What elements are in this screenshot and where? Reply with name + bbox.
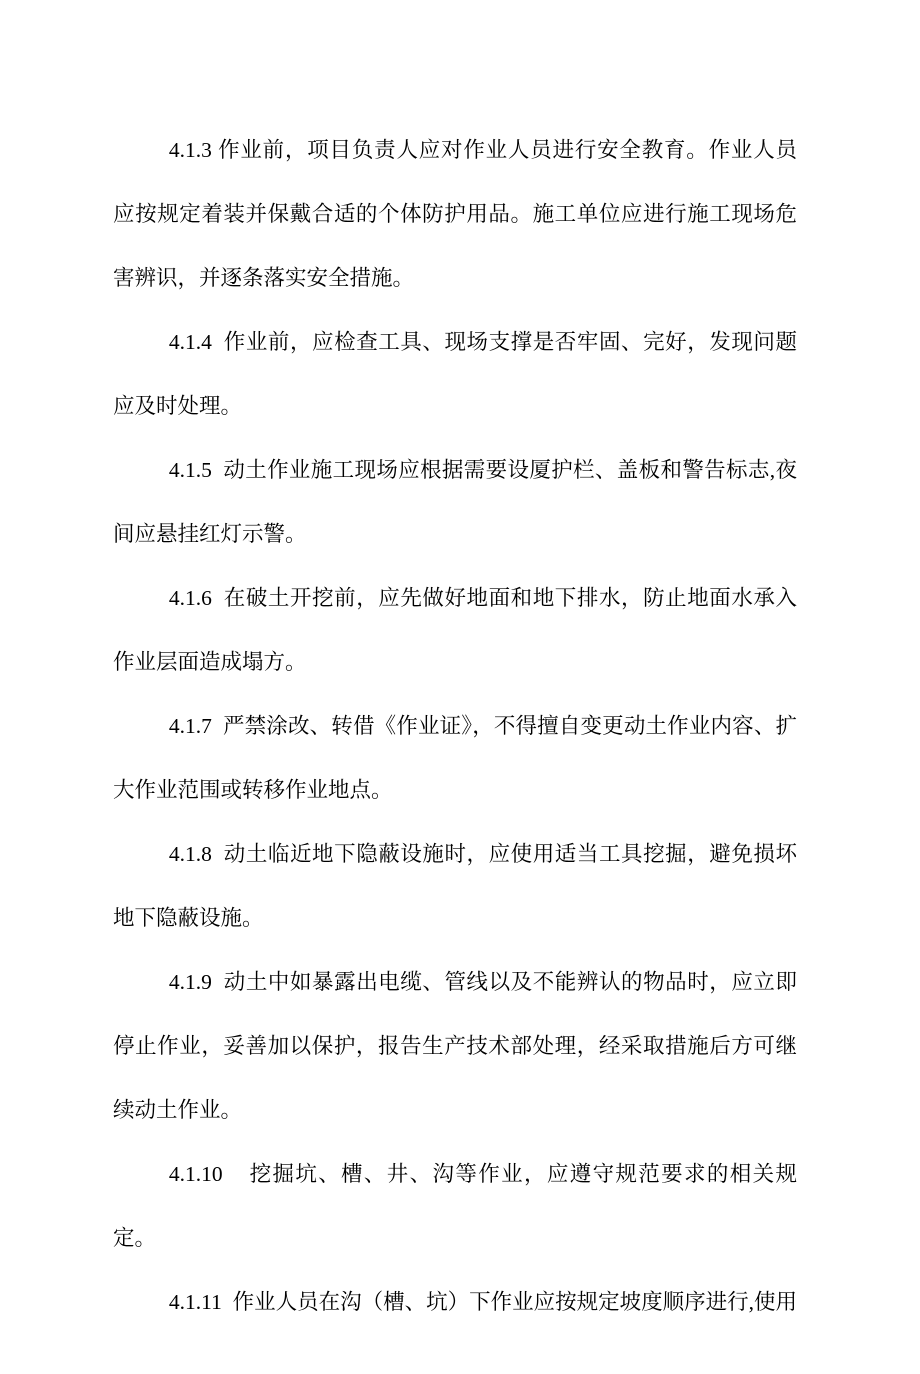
paragraph-4-1-9: 4.1.9 动土中如暴露出电缆、管线以及不能辨认的物品时，应立即停止作业，妥善加以保护，报告生产技术部处理，经采取措施后方可继续动土作业。 bbox=[113, 970, 797, 1122]
paragraph-4-1-11: 4.1.11 作业人员在沟（槽、坑）下作业应按规定坡度顺序进行,使用 bbox=[168, 1290, 797, 1314]
paragraph-4-1-7: 4.1.7 严禁涂改、转借《作业证》，不得擅自变更动土作业内容、扩大作业范围或转移作业地点。 bbox=[113, 714, 797, 802]
document-body bbox=[113, 118, 797, 1334]
paragraph-4-1-4: 4.1.4 作业前，应检查工具、现场支撑是否牢固、完好，发现问题应及时处理。 bbox=[113, 330, 797, 418]
paragraph-4-1-8: 4.1.8 动土临近地下隐蔽设施时，应使用适当工具挖掘，避免损坏地下隐蔽设施。 bbox=[113, 842, 797, 930]
paragraph-4-1-6: 4.1.6 在破土开挖前，应先做好地面和地下排水，防止地面水承入作业层面造成塌方。 bbox=[113, 586, 797, 674]
paragraph-4-1-3: 4.1.3 作业前，项目负责人应对作业人员进行安全教育。作业人员应按规定着装并保戴合适的个体防护用品。施工单位应进行施工现场危害辨识，并逐条落实安全措施。 bbox=[113, 138, 797, 290]
paragraph-4-1-5: 4.1.5 动土作业施工现场应根据需要设厦护栏、盖板和警告标志,夜间应悬挂红灯示警。 bbox=[113, 458, 797, 546]
paragraph-4-1-10: 4.1.10 挖掘坑、槽、井、沟等作业，应遵守规范要求的相关规定。 bbox=[113, 1162, 797, 1250]
